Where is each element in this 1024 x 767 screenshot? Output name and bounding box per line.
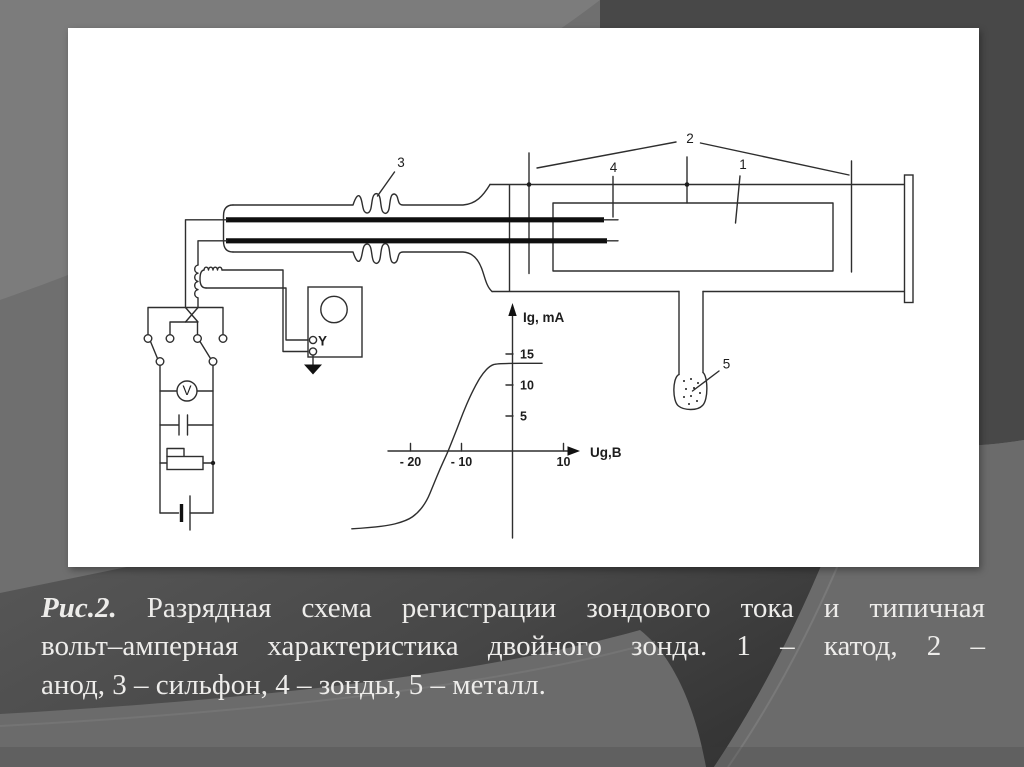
svg-text:10: 10 <box>520 378 534 393</box>
voltmeter-label: V <box>182 383 192 398</box>
svg-text:15: 15 <box>520 347 534 362</box>
junction-dot <box>527 182 532 187</box>
switch-contacts <box>144 335 227 366</box>
y-tick-group <box>506 348 534 424</box>
metal-appendix-bulb <box>674 373 707 410</box>
x-axis-title: Ug,B <box>590 445 622 460</box>
part-label-metal: 5 <box>722 356 731 372</box>
discharge-tube <box>224 153 914 410</box>
caption-line-2: вольт–амперная характеристика двойного зонда. 1 – катод, 2 – <box>41 630 985 663</box>
part-label-bellows: 3 <box>397 155 405 170</box>
switch-blades <box>151 342 211 359</box>
svg-text:- 20: - 20 <box>399 455 422 469</box>
bellows-top <box>233 185 490 214</box>
part-label-anode: 2 <box>686 131 694 146</box>
tube-end-cap <box>905 175 914 303</box>
caption-line-3: анод, 3 – сильфон, 4 – зонды, 5 – металл. <box>41 668 546 701</box>
secondary-left-end <box>200 270 206 288</box>
cathode-cylinder <box>553 203 833 271</box>
measuring-circuit <box>144 220 362 530</box>
part-label-probes: 4 <box>609 160 618 175</box>
junction-dot <box>685 182 690 187</box>
transformer-primary-coil <box>195 265 198 308</box>
bellows-bottom <box>233 244 492 292</box>
metal-granules <box>683 378 701 405</box>
part-label-cathode: 1 <box>739 157 747 172</box>
figure-number: Рис.2. <box>41 592 117 624</box>
pointer-line-3 <box>378 172 395 196</box>
part-callouts <box>378 131 850 391</box>
caption-line-1 <box>41 589 985 627</box>
svg-text:10: 10 <box>556 455 571 469</box>
capacitor-icon <box>160 415 213 435</box>
y-axis-title: Ig, mA <box>523 310 565 325</box>
side-arm <box>679 292 703 375</box>
transformer-secondary-coil <box>204 267 222 270</box>
probe-tips <box>604 220 618 241</box>
x-tick-group <box>400 444 571 470</box>
oscilloscope <box>304 287 362 375</box>
battery-icon <box>160 496 213 530</box>
figure-caption <box>41 589 985 704</box>
svg-text:- 10: - 10 <box>450 455 473 469</box>
scope-wire-outer <box>222 270 309 352</box>
probe-lead-lower <box>198 241 227 265</box>
y-input-terminal <box>309 336 316 343</box>
switch-cross-wires <box>186 308 199 323</box>
switch-bar-inner <box>170 322 198 335</box>
bellows-envelope-left-cap <box>224 205 234 252</box>
iv-curve <box>352 363 542 529</box>
pointer-line-1 <box>736 176 741 223</box>
y-input-terminal <box>309 348 316 355</box>
double-probes <box>226 220 607 241</box>
svg-text:5: 5 <box>520 409 527 424</box>
pointer-line-5 <box>693 371 720 391</box>
y-axis-arrow-icon <box>508 303 516 316</box>
tube-walls <box>490 185 905 292</box>
figure-diagram <box>68 28 979 567</box>
scope-wire-inner <box>206 288 309 340</box>
iv-plot <box>352 303 622 538</box>
rheostat-icon <box>160 449 215 470</box>
y-input-label: Y <box>318 333 328 349</box>
pointer-line-2 <box>537 142 849 175</box>
ground-icon <box>304 365 322 375</box>
probe-lead-upper <box>186 220 228 308</box>
bottom-strip <box>0 747 1024 767</box>
caption-line-1-text: Разрядная схема регистрации зондового тока и типичная <box>146 592 985 624</box>
